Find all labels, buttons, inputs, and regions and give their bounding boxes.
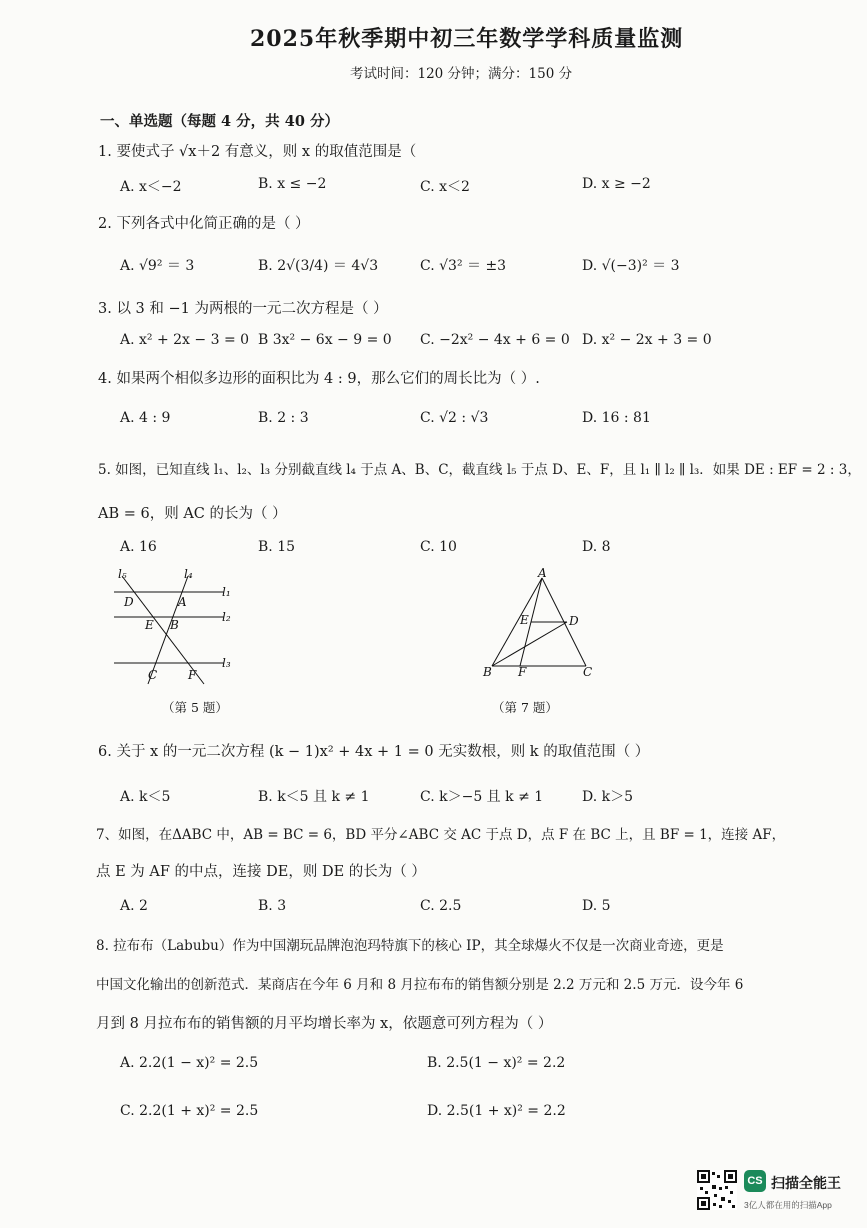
question-7-option-c: C. 2.5 — [420, 898, 462, 914]
question-2-option-d: D. √(−3)² ＝ 3 — [582, 258, 680, 274]
label-l2: l₂ — [222, 610, 231, 624]
section-heading: 一、单选题（每题 4 分，共 40 分） — [100, 113, 339, 130]
label-b: B — [483, 665, 492, 679]
question-5-option-b: B. 15 — [258, 539, 296, 555]
question-6-option-c: C. k＞−5 且 k ≠ 1 — [420, 789, 544, 805]
question-3-option-c: C. −2x² − 4x + 6 = 0 — [420, 332, 570, 348]
question-7-stem-line2: 点 E 为 AF 的中点，连接 DE，则 DE 的长为（ ） — [96, 864, 426, 880]
page-title: 2025年秋季期中初三年数学学科质量监测 — [250, 26, 684, 52]
question-1-option-a: A. x＜−2 — [120, 179, 182, 195]
question-7-stem: 7、如图，在ΔABC 中，AB = BC = 6，BD 平分∠ABC 交 AC 于点 D，点 F 在 BC 上，且 BF = 1，连接 AF， — [96, 827, 786, 843]
question-1-stem: 1. 要使式子 √x＋2 有意义，则 x 的取值范围是（ — [98, 144, 417, 160]
question-6-stem: 6. 关于 x 的一元二次方程 (k − 1)x² + 4x + 1 = 0 无实数根，则 k 的取值范围（ ） — [98, 744, 650, 760]
exam-info: 考试时间：120 分钟；满分：150 分 — [350, 66, 573, 82]
question-2-option-c: C. √3² ＝ ±3 — [420, 258, 507, 274]
question-2-stem: 2. 下列各式中化简正确的是（ ） — [98, 216, 310, 232]
question-2-option-a: A. √9² ＝ 3 — [120, 258, 195, 274]
question-1-option-c: C. x＜2 — [420, 179, 470, 195]
question-6-option-d: D. k＞5 — [582, 789, 634, 805]
question-8-option-c: C. 2.2(1 + x)² = 2.5 — [120, 1103, 259, 1119]
label-c: C — [583, 665, 593, 679]
question-3-option-d: D. x² − 2x + 3 = 0 — [582, 332, 712, 348]
camscanner-logo-icon: CS — [744, 1170, 766, 1192]
question-5-stem: 5. 如图，已知直线 l₁、l₂、l₃ 分别截直线 l₄ 于点 A、B、C，截直线 l₅ 于点 D、E、F，且 l₁ ∥ l₂ ∥ l₃．如果 DE : EF = 2 : 3， — [98, 462, 861, 478]
qr-code-icon — [697, 1170, 737, 1210]
question-4-option-a: A. 4 : 9 — [120, 410, 171, 426]
label-l1: l₁ — [222, 585, 231, 599]
question-4-option-b: B. 2 : 3 — [258, 410, 309, 426]
label-a: A — [178, 595, 187, 609]
figure-7-diagram — [480, 566, 600, 686]
question-5-stem-line2: AB = 6，则 AC 的长为（ ） — [98, 506, 287, 522]
question-4-stem: 4. 如果两个相似多边形的面积比为 4 : 9，那么它们的周长比为（ ）. — [98, 371, 540, 387]
question-5-option-d: D. 8 — [582, 539, 611, 555]
label-d: D — [124, 595, 134, 609]
question-4-option-c: C. √2 : √3 — [420, 410, 489, 426]
question-4-option-d: D. 16 : 81 — [582, 410, 651, 426]
question-2-option-b: B. 2√(3/4) ＝ 4√3 — [258, 258, 379, 274]
label-e: E — [145, 618, 154, 632]
question-7-option-d: D. 5 — [582, 898, 611, 914]
question-8-option-d: D. 2.5(1 + x)² = 2.2 — [427, 1103, 566, 1119]
question-3-option-b: B 3x² − 6x − 9 = 0 — [258, 332, 392, 348]
question-8-option-a: A. 2.2(1 − x)² = 2.5 — [120, 1055, 259, 1071]
question-6-option-a: A. k＜5 — [120, 789, 171, 805]
question-1-option-d: D. x ≥ −2 — [582, 176, 651, 192]
camscanner-brand: 扫描全能王 — [771, 1175, 841, 1191]
label-a: A — [538, 566, 547, 580]
question-8-option-b: B. 2.5(1 − x)² = 2.2 — [427, 1055, 566, 1071]
label-d: D — [569, 614, 579, 628]
figure-5-caption: （第 5 题） — [162, 700, 228, 715]
question-7-option-a: A. 2 — [120, 898, 148, 914]
figure-7-caption: （第 7 题） — [492, 700, 558, 715]
question-7-option-b: B. 3 — [258, 898, 287, 914]
camscanner-slogan: 3亿人都在用的扫描App — [744, 1200, 832, 1210]
label-c: C — [148, 668, 158, 682]
label-l3: l₃ — [222, 656, 231, 670]
label-b: B — [170, 618, 179, 632]
question-8-stem-line3: 月到 8 月拉布布的销售额的月平均增长率为 x，依题意可列方程为（ ） — [96, 1016, 553, 1032]
question-5-option-c: C. 10 — [420, 539, 457, 555]
label-l4: l₄ — [184, 567, 193, 581]
label-f: F — [188, 668, 197, 682]
figure-5-diagram — [112, 566, 242, 686]
question-3-option-a: A. x² + 2x − 3 = 0 — [120, 332, 250, 348]
question-1-option-b: B. x ≤ −2 — [258, 176, 327, 192]
label-l5: l₅ — [118, 567, 127, 581]
label-f: F — [518, 665, 527, 679]
label-e: E — [520, 613, 529, 627]
question-3-stem: 3. 以 3 和 −1 为两根的一元二次方程是（ ） — [98, 301, 388, 317]
question-6-option-b: B. k＜5 且 k ≠ 1 — [258, 789, 370, 805]
question-8-stem: 8. 拉布布（Labubu）作为中国潮玩品牌泡泡玛特旗下的核心 IP，其全球爆火不仅是一次商业奇迹，更是 — [96, 938, 724, 954]
question-8-stem-line2: 中国文化输出的创新范式．某商店在今年 6 月和 8 月拉布布的销售额分别是 2.2 万元和 2.5 万元．设今年 6 — [96, 977, 744, 993]
question-5-option-a: A. 16 — [120, 539, 157, 555]
